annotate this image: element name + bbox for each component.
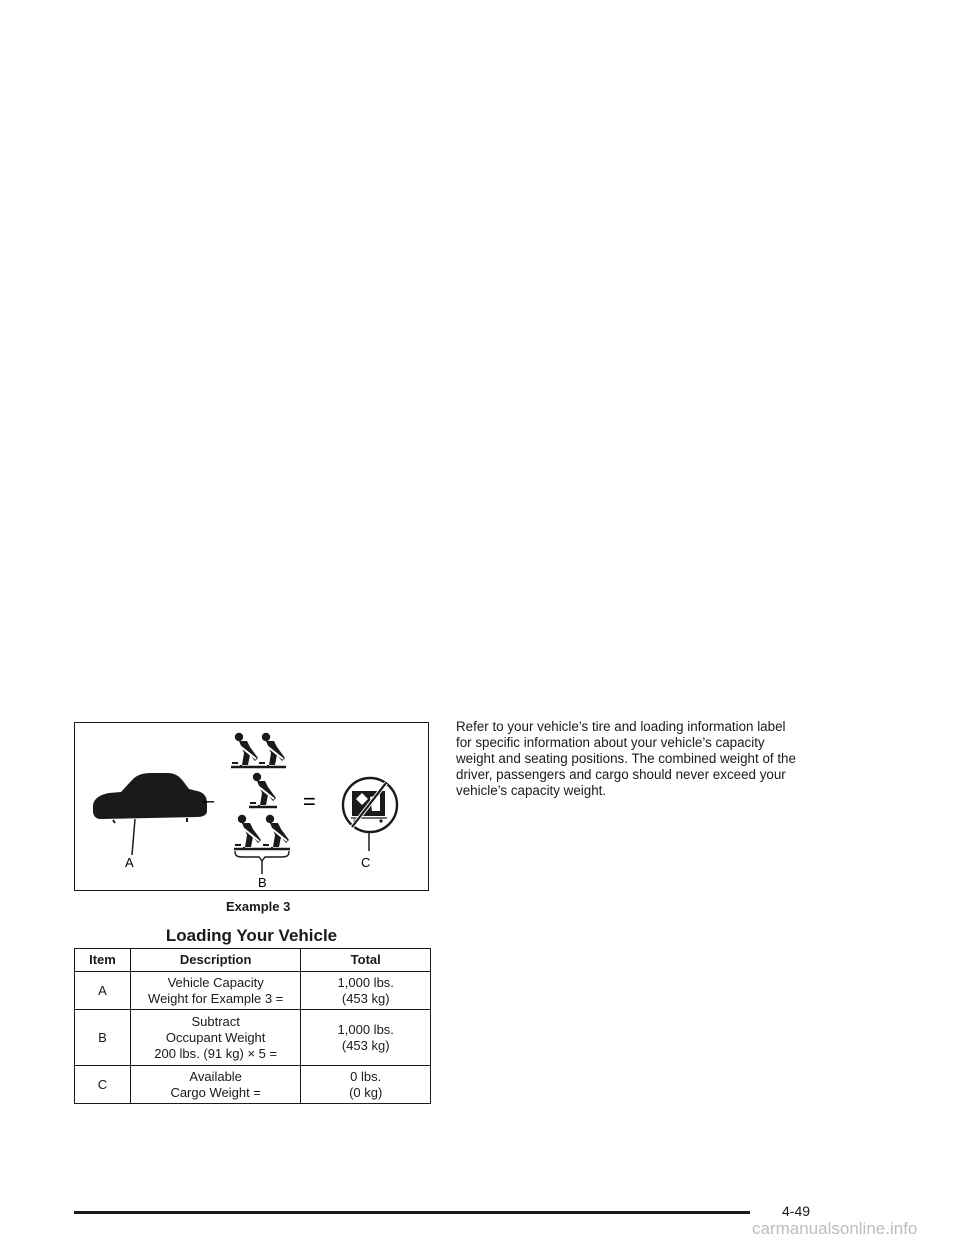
vehicle-loading-diagram: [75, 723, 430, 892]
label-b: B: [258, 875, 267, 890]
header-item: Item: [75, 949, 131, 972]
watermark: carmanualsonline.info: [752, 1219, 918, 1238]
paragraph-line: weight and seating positions. The combined weight of the: [456, 751, 796, 766]
table-row: [75, 1066, 431, 1104]
row-item: B: [75, 1010, 131, 1066]
label-a: A: [125, 855, 134, 870]
total-line: (453 kg): [341, 1037, 390, 1053]
footer-rule: [74, 1211, 750, 1214]
row-item: C: [75, 1066, 131, 1104]
description-line: Weight for Example 3 =: [148, 990, 284, 1006]
row-description: [130, 1066, 301, 1104]
loading-table: [74, 948, 431, 1104]
total-line: 1,000 lbs.: [337, 1021, 394, 1037]
example-3-illustration: [74, 722, 429, 891]
header-total: Total: [301, 949, 431, 972]
paragraph-line: Refer to your vehicle’s tire and loading information label: [456, 719, 786, 734]
label-c: C: [361, 855, 371, 870]
car-icon: [93, 773, 207, 823]
header-description: Description: [130, 949, 301, 972]
description-line: 200 lbs. (91 kg) × 5 =: [154, 1045, 278, 1061]
paragraph-line: vehicle’s capacity weight.: [456, 783, 607, 798]
table-row: [75, 1010, 431, 1066]
figure-caption: Example 3: [226, 899, 291, 914]
row-total: [301, 972, 431, 1010]
row-description: [130, 1010, 301, 1066]
total-line: 0 lbs.: [350, 1068, 382, 1084]
description-line: Cargo Weight =: [170, 1084, 261, 1100]
paragraph-line: for specific information about your vehicle’s capacity: [456, 735, 765, 750]
total-line: (453 kg): [341, 990, 390, 1006]
page-number: 4-49: [782, 1203, 811, 1219]
total-line: 1,000 lbs.: [337, 974, 394, 990]
description-line: Vehicle Capacity: [167, 974, 264, 990]
minus-sign: –: [203, 790, 215, 812]
row-description: [130, 972, 301, 1010]
equals-sign: =: [303, 789, 316, 814]
paragraph-line: driver, passengers and cargo should never exceed your: [456, 767, 786, 782]
description-line: Occupant Weight: [165, 1029, 266, 1045]
row-total: [301, 1010, 431, 1066]
total-line: (0 kg): [349, 1084, 383, 1100]
table-row: [75, 972, 431, 1010]
row-item: A: [75, 972, 131, 1010]
table-title: Loading Your Vehicle: [165, 926, 338, 945]
row-total: [301, 1066, 431, 1104]
description-line: Subtract: [191, 1013, 240, 1029]
occupant-seat-icon: [231, 733, 290, 849]
description-line: Available: [189, 1068, 242, 1084]
table-header-row: [75, 949, 431, 972]
no-cargo-icon: [343, 778, 397, 832]
body-paragraph: [456, 719, 826, 799]
